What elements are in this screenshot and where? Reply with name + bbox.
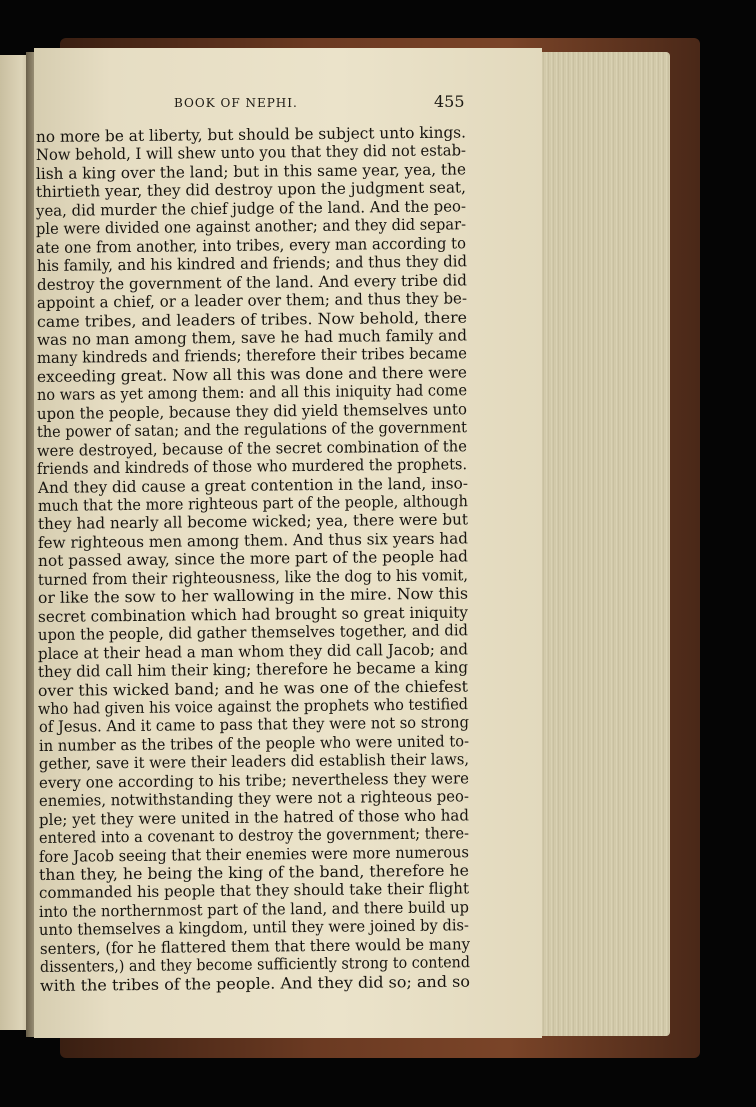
text-line: unto themselves a kingdom, until they were joined by dis- xyxy=(39,916,470,940)
text-line: dissenters,) and they become sufficiently strong to contend xyxy=(39,953,470,977)
text-line: senters, (for he flattered them that there would be many xyxy=(39,935,470,958)
text-line: of Jesus. And it came to pass that they were not so strong xyxy=(38,713,469,737)
text-line: ple; yet they were united in the hatred of those who had xyxy=(38,806,470,829)
text-line: few righteous men among them. And thus six years had xyxy=(37,529,468,552)
text-line: upon the people, because they did yield themselves unto xyxy=(37,400,468,423)
text-line: appoint a chief, or a leader over them; and thus they be- xyxy=(36,289,467,313)
text-line: were destroyed, because of the secret combination of the xyxy=(37,436,468,460)
text-line: in number as the tribes of the people who were united to- xyxy=(38,732,469,755)
text-line: much that the more righteous part of the people, although xyxy=(37,492,468,515)
text-line: lish a king over the land; but in this same year, yea, the xyxy=(36,160,467,183)
text-line: came tribes, and leaders of tribes. Now behold, there xyxy=(36,308,467,331)
text-line: yea, did murder the chief judge of the land. And the peo- xyxy=(36,197,467,220)
page-number: 455 xyxy=(434,92,465,111)
text-line: fore Jacob seeing that their enemies were more numerous xyxy=(39,842,470,866)
text-line: enemies, notwithstanding they were not a righteous peo- xyxy=(38,787,469,811)
text-line: into the northernmost part of the land, and there build up xyxy=(39,898,470,921)
text-line: they had nearly all become wicked; yea, there were but xyxy=(37,510,468,534)
text-line: with the tribes of the people. And they did so; and so xyxy=(39,972,470,995)
text-line: many kindreds and friends; therefore their tribes became xyxy=(36,344,468,368)
text-line: or like the sow to her wallowing in the mire. Now this xyxy=(37,584,469,608)
running-head xyxy=(34,92,542,116)
text-line: no more be at liberty, but should be subject unto kings. xyxy=(35,123,467,146)
running-head-title: BOOK OF NEPHI. xyxy=(174,96,298,110)
text-line: ple were divided one against another; and they did separ- xyxy=(36,215,467,239)
text-line: the power of satan; and the regulations of the government xyxy=(37,418,468,442)
text-line: his family, and his kindred and friends; and thus they did xyxy=(36,252,467,276)
text-line: And they did cause a great contention in the land, inso- xyxy=(37,473,468,497)
text-line: secret combination which had brought so great iniquity xyxy=(37,603,469,626)
text-line: commanded his people that they should take their flight xyxy=(39,879,470,903)
page-edges xyxy=(540,52,670,1036)
text-line: entered into a covenant to destroy the government; there- xyxy=(38,824,470,848)
text-line: gether, save it were their leaders did establish their laws, xyxy=(38,750,469,774)
text-line: turned from their righteousness, like the dog to his vomit, xyxy=(37,566,468,589)
text-line: ate one from another, into tribes, every man according to xyxy=(36,233,467,257)
text-line: exceeding great. Now all this was done and there were xyxy=(36,363,468,386)
text-line: every one according to his tribe; nevertheless they were xyxy=(38,769,469,792)
text-line: destroy the government of the land. And every tribe did xyxy=(36,270,467,294)
text-line: no wars as yet among them: and all this iniquity had come xyxy=(37,381,468,405)
text-line: than they, he being the king of the band, therefore he xyxy=(39,861,470,884)
text-line: thirtieth year, they did destroy upon the judgment seat, xyxy=(36,178,467,202)
text-line: they did call him their king; therefore he became a king xyxy=(38,658,469,682)
text-line: Now behold, I will shew unto you that they did not estab- xyxy=(35,141,467,165)
text-line: not passed away, since the more part of the people had xyxy=(37,547,468,571)
text-line: who had given his voice against the prophets who testified xyxy=(38,695,469,718)
text-line: upon the people, did gather themselves together, and did xyxy=(38,621,469,645)
text-line: friends and kindreds of those who murdered the prophets. xyxy=(37,455,468,479)
text-line: was no man among them, save he had much family and xyxy=(36,326,467,349)
text-line: place at their head a man whom they did call Jacob; and xyxy=(38,639,469,663)
text-line: over this wicked band; and he was one of the chiefest xyxy=(38,677,469,700)
